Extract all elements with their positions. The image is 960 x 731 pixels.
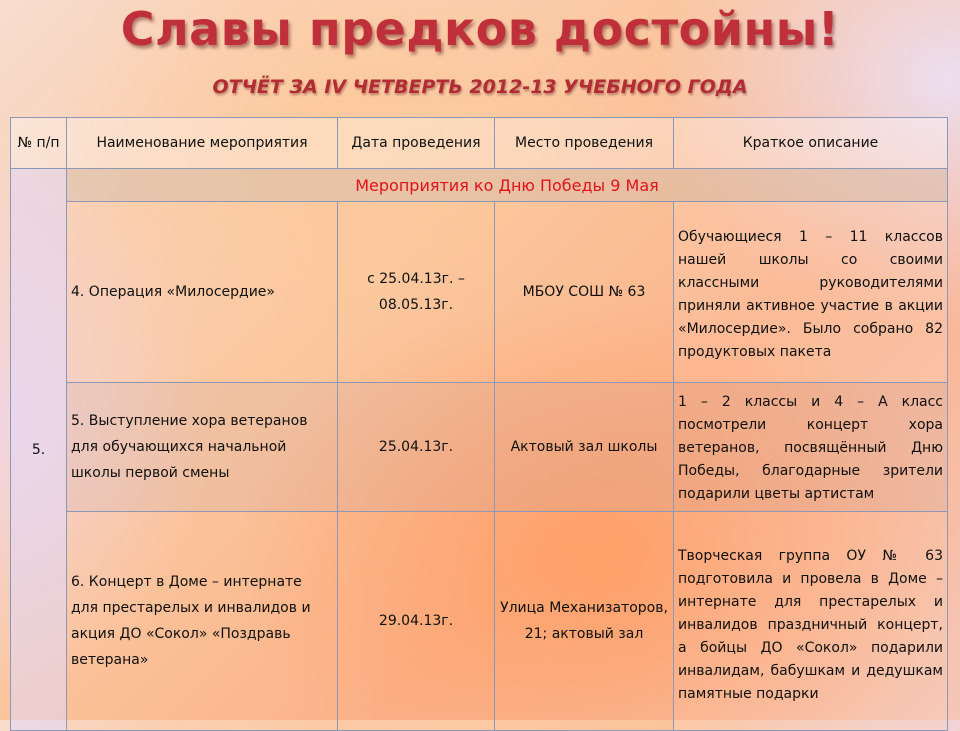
- event-date: 25.04.13г.: [338, 383, 495, 512]
- event-date: с 25.04.13г. – 08.05.13г.: [338, 202, 495, 383]
- table-row: [11, 202, 948, 383]
- event-name: 5. Выступление хора ветеранов для обучающихся начальной школы первой смены: [67, 383, 338, 512]
- event-description: Обучающиеся 1 – 11 классов нашей школы со своими классными руководителями приняли активное участие в акции «Милосердие». Было собрано 82 продуктовых пакета: [674, 202, 948, 383]
- header-date: Дата проведения: [338, 118, 495, 169]
- report-table: [10, 117, 948, 731]
- slide-subtitle: ОТЧЁТ ЗА IV ЧЕТВЕРТЬ 2012-13 УЧЕБНОГО ГОДА: [212, 76, 748, 98]
- header-num: № п/п: [11, 118, 67, 169]
- event-name: 4. Операция «Милосердие»: [67, 202, 338, 383]
- section-row: [11, 169, 948, 202]
- event-description: Творческая группа ОУ № 63 подготовила и провела в Доме – интернате для престарелых и инвалидов праздничный концерт, а бойцы ДО «Сокол» подарили инвалидам, бабушкам и дедушкам памятные подарки: [674, 512, 948, 731]
- event-place: МБОУ СОШ № 63: [495, 202, 674, 383]
- event-name: 6. Концерт в Доме – интернате для престарелых и инвалидов и акция ДО «Сокол» «Поздравь ветерана»: [67, 512, 338, 731]
- header-row: [11, 118, 948, 169]
- header-name: Наименование мероприятия: [67, 118, 338, 169]
- slide-title: Славы предков достойны!: [120, 2, 840, 56]
- row-number: 5.: [11, 169, 67, 731]
- event-place: Актовый зал школы: [495, 383, 674, 512]
- table-row: [11, 383, 948, 512]
- event-place: Улица Механизаторов, 21; актовый зал: [495, 512, 674, 731]
- event-date: 29.04.13г.: [338, 512, 495, 731]
- header-desc: Краткое описание: [674, 118, 948, 169]
- event-description: 1 – 2 классы и 4 – А класс посмотрели концерт хора ветеранов, посвящённый Дню Победы, благодарные зрители подарили цветы артистам: [674, 383, 948, 512]
- table-row: [11, 512, 948, 731]
- header-place: Место проведения: [495, 118, 674, 169]
- section-title: Мероприятия ко Дню Победы 9 Мая: [67, 169, 948, 202]
